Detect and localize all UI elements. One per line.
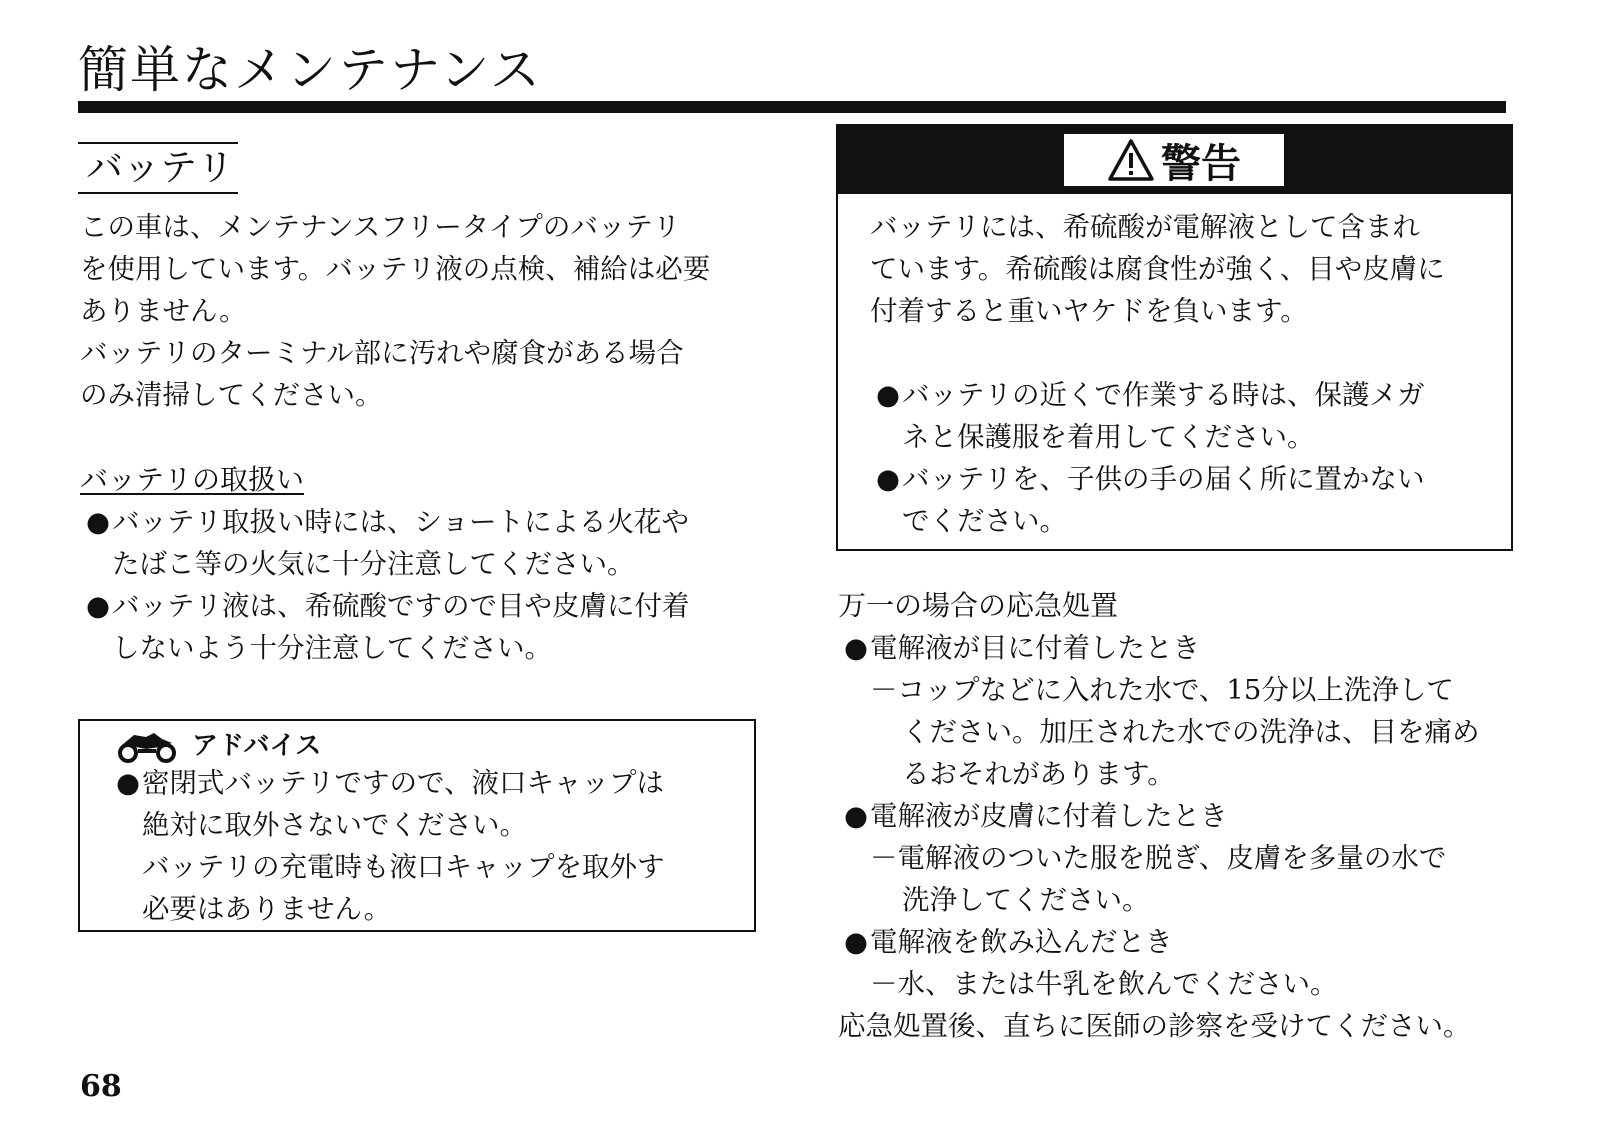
emergency-heading: 万一の場合の応急処置 (838, 589, 1119, 622)
emergency-case: 電解液が皮膚に付着したとき (870, 800, 1228, 832)
emergency-item (838, 795, 1480, 837)
bullet: ● (844, 800, 868, 832)
motorcycle-icon (116, 729, 178, 763)
handling-line: しないよう十分注意してください。 (112, 632, 552, 664)
emergency-case: 電解液が目に付着したとき (870, 632, 1200, 664)
emergency-action: －電解液のついた服を脱ぎ、皮膚を多量の水で (870, 842, 1447, 874)
emergency-action: －水、または牛乳を飲んでください。 (870, 968, 1338, 1000)
bullet: ● (86, 590, 110, 622)
handling-item (80, 501, 690, 585)
handling-item (80, 585, 690, 669)
intro-line: を使用しています。バッテリ液の点検、補給は必要 (80, 253, 711, 285)
emergency-action: 洗浄してください。 (902, 884, 1150, 916)
battery-intro (80, 206, 710, 416)
warning-label-box (1064, 134, 1284, 186)
warning-header (838, 126, 1511, 194)
bullet: ● (116, 767, 140, 799)
warning-line: 付着すると重いヤケドを負います。 (870, 295, 1308, 327)
advice-line: バッテリの充電時も液口キャップを取外す (142, 851, 665, 883)
emergency-action: －コップなどに入れた水で、15分以上洗浄して (870, 674, 1454, 706)
bullet: ● (844, 632, 868, 664)
advice-line: 密閉式バッテリですので、液口キャップは (142, 767, 664, 799)
title-rule (78, 101, 1506, 113)
warning-item (870, 458, 1425, 542)
intro-line: のみ清掃してください。 (80, 379, 383, 411)
warning-line: バッテリには、希硫酸が電解液として含まれ (870, 211, 1420, 243)
emergency-list (838, 627, 1480, 1005)
advice-line: 絶対に取外さないでください。 (142, 809, 527, 841)
bullet: ● (844, 926, 868, 958)
advice-line: 必要はありません。 (142, 893, 392, 925)
warning-triangle-icon (1107, 138, 1155, 182)
emergency-footer: 応急処置後、直ちに医師の診察を受けてください。 (838, 1010, 1471, 1042)
warning-line: ています。希硫酸は腐食性が強く、目や皮膚に (870, 253, 1445, 285)
handling-line: バッテリ取扱い時には、ショートによる火花や (112, 506, 689, 538)
page-number: 68 (80, 1069, 122, 1104)
warning-line: バッテリの近くで作業する時は、保護メガ (902, 379, 1425, 411)
warning-label: 警告 (1161, 140, 1241, 187)
bullet: ● (86, 506, 110, 538)
emergency-case: 電解液を飲み込んだとき (870, 926, 1173, 958)
emergency-item (838, 921, 1480, 963)
advice-body (110, 762, 665, 930)
handling-heading: バッテリの取扱い (80, 463, 305, 496)
handling-line: たばこ等の火気に十分注意してください。 (112, 548, 635, 580)
page-title: 簡単なメンテナンス (78, 41, 542, 99)
warning-list (870, 374, 1425, 542)
advice-item (110, 762, 665, 930)
warning-line: ネと保護服を着用してください。 (902, 421, 1315, 453)
advice-box (78, 719, 756, 932)
warning-item (870, 374, 1425, 458)
emergency-item (838, 627, 1480, 669)
emergency-action: ください。加圧された水での洗浄は、目を痛め (902, 716, 1480, 748)
warning-line: バッテリを、子供の手の届く所に置かない (902, 463, 1425, 495)
warning-box (836, 124, 1513, 551)
section-heading-battery: バッテリ (78, 142, 238, 194)
handling-line: バッテリ液は、希硫酸ですので目や皮膚に付着 (112, 590, 690, 622)
advice-label: アドバイス (192, 731, 322, 761)
intro-line: ありません。 (80, 295, 247, 327)
handling-list (80, 501, 690, 669)
emergency-action: るおそれがあります。 (902, 758, 1175, 790)
warning-line: でください。 (902, 505, 1067, 537)
warning-intro (870, 206, 1445, 332)
bullet: ● (876, 379, 900, 411)
advice-title (116, 729, 321, 763)
intro-line: この車は、メンテナンスフリータイプのバッテリ (80, 211, 681, 243)
bullet: ● (876, 463, 900, 495)
intro-line: バッテリのターミナル部に汚れや腐食がある場合 (80, 337, 684, 369)
